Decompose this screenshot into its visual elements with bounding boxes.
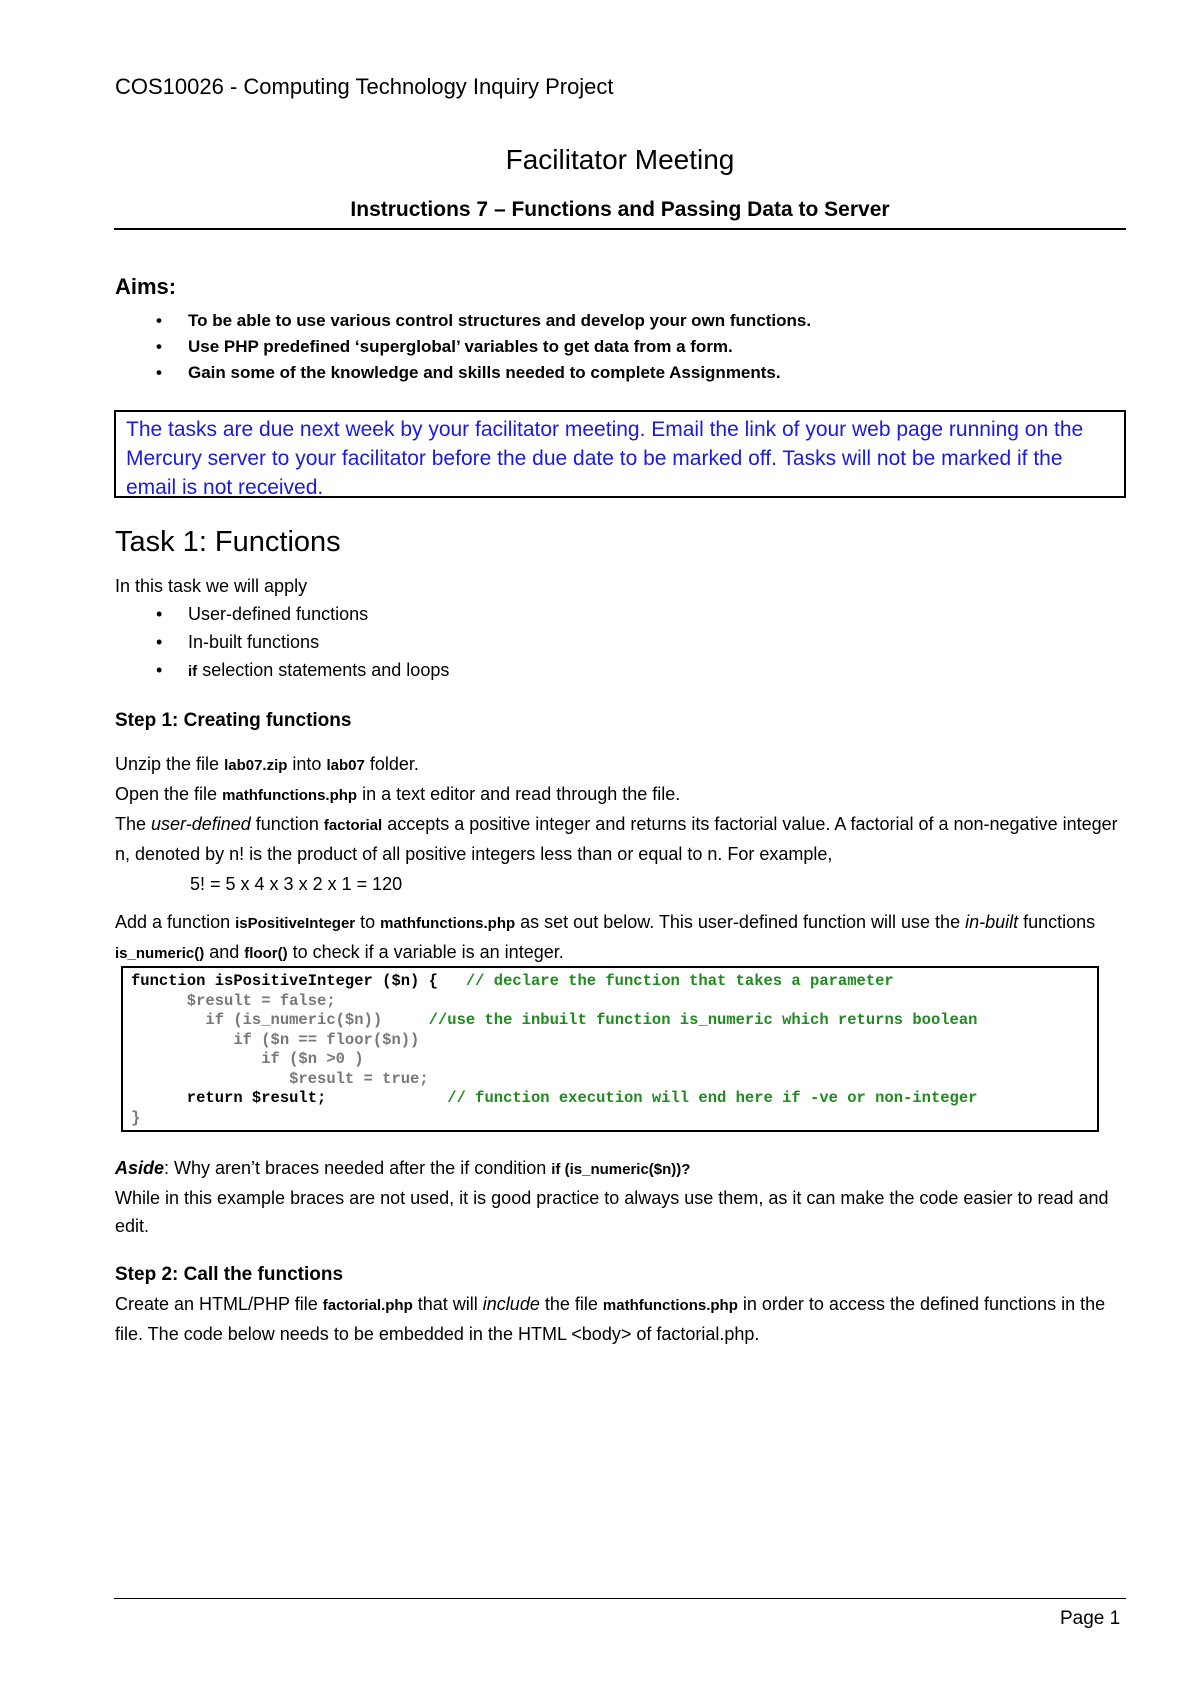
add-function-text: Add a function isPositiveInteger to mathfunctions.php as set out below. This user-defined function will use the in-built functions is_numeric() and floor() to check if a variable is an integer. (115, 912, 1096, 962)
document-subtitle: Instructions 7 – Functions and Passing Data to Server (350, 198, 890, 221)
bullet-icon: • (156, 660, 163, 680)
code-block: function isPositiveInteger ($n) { // declare the function that takes a parameter $result = false; if (is_numeric($n)) //use the inbuilt function is_numeric which returns boolean if ($n == floor($n)) if ($n >0 ) $result = true; return $result; // function execution will end here if -ve or non-integer } (121, 966, 1099, 1132)
bullet-icon: • (156, 632, 163, 652)
step2-body: Create an HTML/PHP file factorial.php that will include the file mathfunctions.php in order to access the defined functions in the file. The code below needs to be embedded in the HTML <body> of factorial.php. (115, 1294, 1106, 1344)
bullet-icon: • (156, 604, 163, 624)
step1-body (115, 750, 1125, 868)
step1-line-unzip: Unzip the file lab07.zip into lab07 folder. (115, 754, 419, 774)
header-divider (114, 228, 1126, 230)
bullet-icon: • (156, 363, 162, 382)
aims-heading: Aims: (115, 274, 177, 299)
document-title: Facilitator Meeting (505, 144, 735, 175)
course-title: COS10026 - Computing Technology Inquiry Project (115, 74, 614, 99)
list-item: • Gain some of the knowledge and skills needed to complete Assignments. (150, 360, 1110, 386)
aside-note (115, 1154, 1125, 1240)
aside-body: While in this example braces are not used, it is good practice to always use them, as it can make the code easier to read and edit. (115, 1188, 1109, 1236)
factorial-example: 5! = 5 x 4 x 3 x 2 x 1 = 120 (190, 874, 403, 894)
step2-heading: Step 2: Call the functions (115, 1264, 344, 1285)
list-item: • if selection statements and loops (150, 656, 449, 684)
footer-divider (114, 1598, 1126, 1599)
step1-heading: Step 1: Creating functions (115, 710, 352, 731)
aims-list (150, 308, 1110, 386)
bullet-icon: • (156, 311, 162, 330)
task1-intro: In this task we will apply (115, 576, 308, 596)
list-item: • Use PHP predefined ‘superglobal’ variables to get data from a form. (150, 334, 1110, 360)
task1-list (150, 600, 449, 684)
step1-line-open: Open the file mathfunctions.php in a text editor and read through the file. (115, 784, 681, 804)
list-item: • In-built functions (150, 628, 449, 656)
aside-question: Aside: Why aren’t braces needed after the if condition if (is_numeric($n))? (115, 1158, 691, 1178)
step1-line-factorial: The user-defined function factorial accepts a positive integer and returns its factorial value. A factorial of a non-negative integer n, denoted by n! is the product of all positive integers less than or equal to n. For example, (115, 814, 1118, 864)
list-item: • To be able to use various control structures and develop your own functions. (150, 308, 1110, 334)
page-number: Page 1 (1060, 1608, 1121, 1629)
due-date-notice: The tasks are due next week by your facilitator meeting. Email the link of your web page running on the Mercury server to your facilitator before the due date to be marked off. Tasks will not be marked if the email is not received. (114, 410, 1126, 498)
list-item: • User-defined functions (150, 600, 449, 628)
task1-heading: Task 1: Functions (115, 526, 341, 558)
bullet-icon: • (156, 337, 162, 356)
